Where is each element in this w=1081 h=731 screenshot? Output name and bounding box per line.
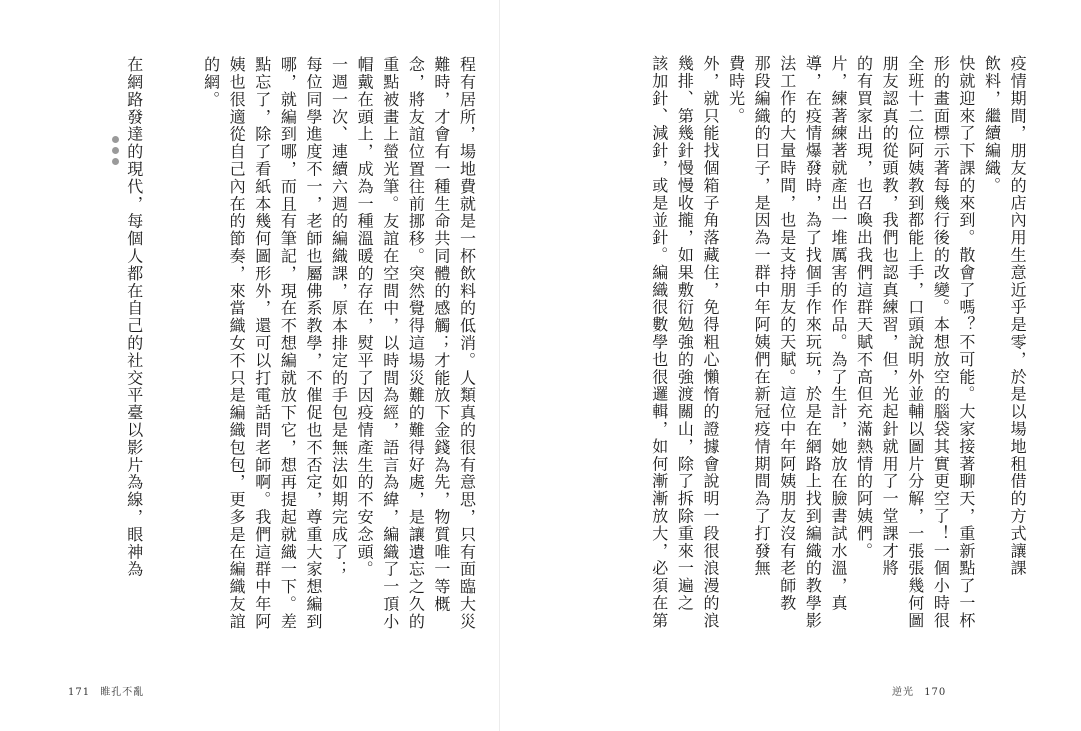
text-column: 法工作的大量時間，也是支持朋友的天賦。這位中年阿姨朋友沒有老師教 [777, 55, 797, 612]
text-column: 在網路發達的現代，每個人都在自己的社交平臺以影片為線，眼神為 [124, 56, 144, 578]
text-column: 程有居所，場地費就是一杯飲料的低消。人類真的很有意思，只有面臨大災 [457, 56, 477, 631]
text-column: 費時光。 [726, 55, 746, 125]
text-column: 的網。 [201, 56, 221, 109]
ornament-dot [112, 158, 119, 165]
text-column: 飲料，繼續編織。 [982, 55, 1002, 195]
left-page [0, 0, 500, 731]
page-number: 171 [68, 687, 91, 698]
right-page [500, 0, 1028, 731]
text-column: 形的畫面標示著每幾行後的改變。本想放空的腦袋其實更空了！一個小時很 [931, 55, 951, 630]
section-break-ornament [112, 136, 119, 165]
text-column: 姨也很適從自己內在的節奏，來當織女不只是編織包包，更多是在編織友誼 [227, 56, 247, 631]
text-column: 重點被畫上螢光筆。友誼在空間中，以時間為經，語言為緯，編織了一頂小 [380, 56, 400, 631]
text-column: 疫情期間，朋友的店內用生意近乎是零，於是以場地租借的方式讓課 [1008, 55, 1028, 577]
text-column: 片，練著練著就產出一堆厲害的作品。為了生計，她放在臉書試水溫，真 [828, 55, 848, 612]
text-column: 每位同學進度不一，老師也屬佛系教學，不催促也不否定，尊重大家想編到 [303, 56, 323, 631]
text-column: 難時，才會有一種生命共同體的感觸；才能放下金錢為先，物質唯一等概 [431, 56, 451, 613]
text-column: 一週一次、連續六週的編織課，原本排定的手包是無法如期完成了； [329, 56, 349, 578]
left-page-body-text [70, 56, 531, 636]
text-column: 那段編織的日子，是因為一群中年阿姨們在新冠疫情期間為了打發無 [752, 55, 772, 577]
text-column: 幾排、第幾針慢慢收攏，如果敷衍勉強的強渡關山，除了拆除重來一遍之 [675, 55, 695, 612]
text-column: 該加針、減針，或是並針。編織很數學也很邏輯，如何漸漸放大，必須在第 [649, 55, 669, 630]
text-column: 全班十二位阿姨教到都能上手，口頭說明外並輔以圖片分解，一張張幾何圖 [905, 55, 925, 630]
text-column: 哪，就編到哪，而且有筆記，現在不想編就放下它，想再提起就織一下。差 [278, 56, 298, 631]
page-number: 170 [924, 687, 947, 698]
running-title: 逆光 [892, 687, 914, 698]
left-page-footer [62, 683, 144, 698]
ornament-dot [112, 147, 119, 154]
text-column: 帽戴在頭上，成為一種溫暖的存在，熨平了因疫情產生的不安念頭。 [355, 56, 375, 578]
right-page-footer [892, 683, 952, 698]
ornament-dot [112, 136, 119, 143]
text-column: 朋友認真的從頭教，我們也認真練習，但，光起針就用了一堂課才將 [880, 55, 900, 577]
blank-column [172, 56, 198, 636]
text-column: 的有買家出現，也召喚出我們這群天賦不高但充滿熱情的阿姨們。 [854, 55, 874, 560]
text-column: 快就迎來了下課的來到。散會了嗎？不可能。大家接著聊天，重新點了一杯 [956, 55, 976, 630]
blank-column [147, 56, 173, 636]
right-page-body-text [595, 55, 1081, 635]
text-column: 外，就只能找個箱子角落藏住，免得粗心懶惰的證據會說明一段很浪漫的浪 [700, 55, 720, 630]
running-title: 睢孔不亂 [100, 687, 145, 698]
text-column: 念，將友誼位置往前挪移。突然覺得這場災難的難得好處，是讓遺忘之久的 [406, 56, 426, 631]
text-column: 點忘了，除了看紙本幾何圖形外，還可以打電話問老師啊。我們這群中年阿 [252, 56, 272, 631]
text-column: 導，在疫情爆發時，為了找個手作來玩玩，於是在網路上找到編織的教學影 [803, 55, 823, 630]
